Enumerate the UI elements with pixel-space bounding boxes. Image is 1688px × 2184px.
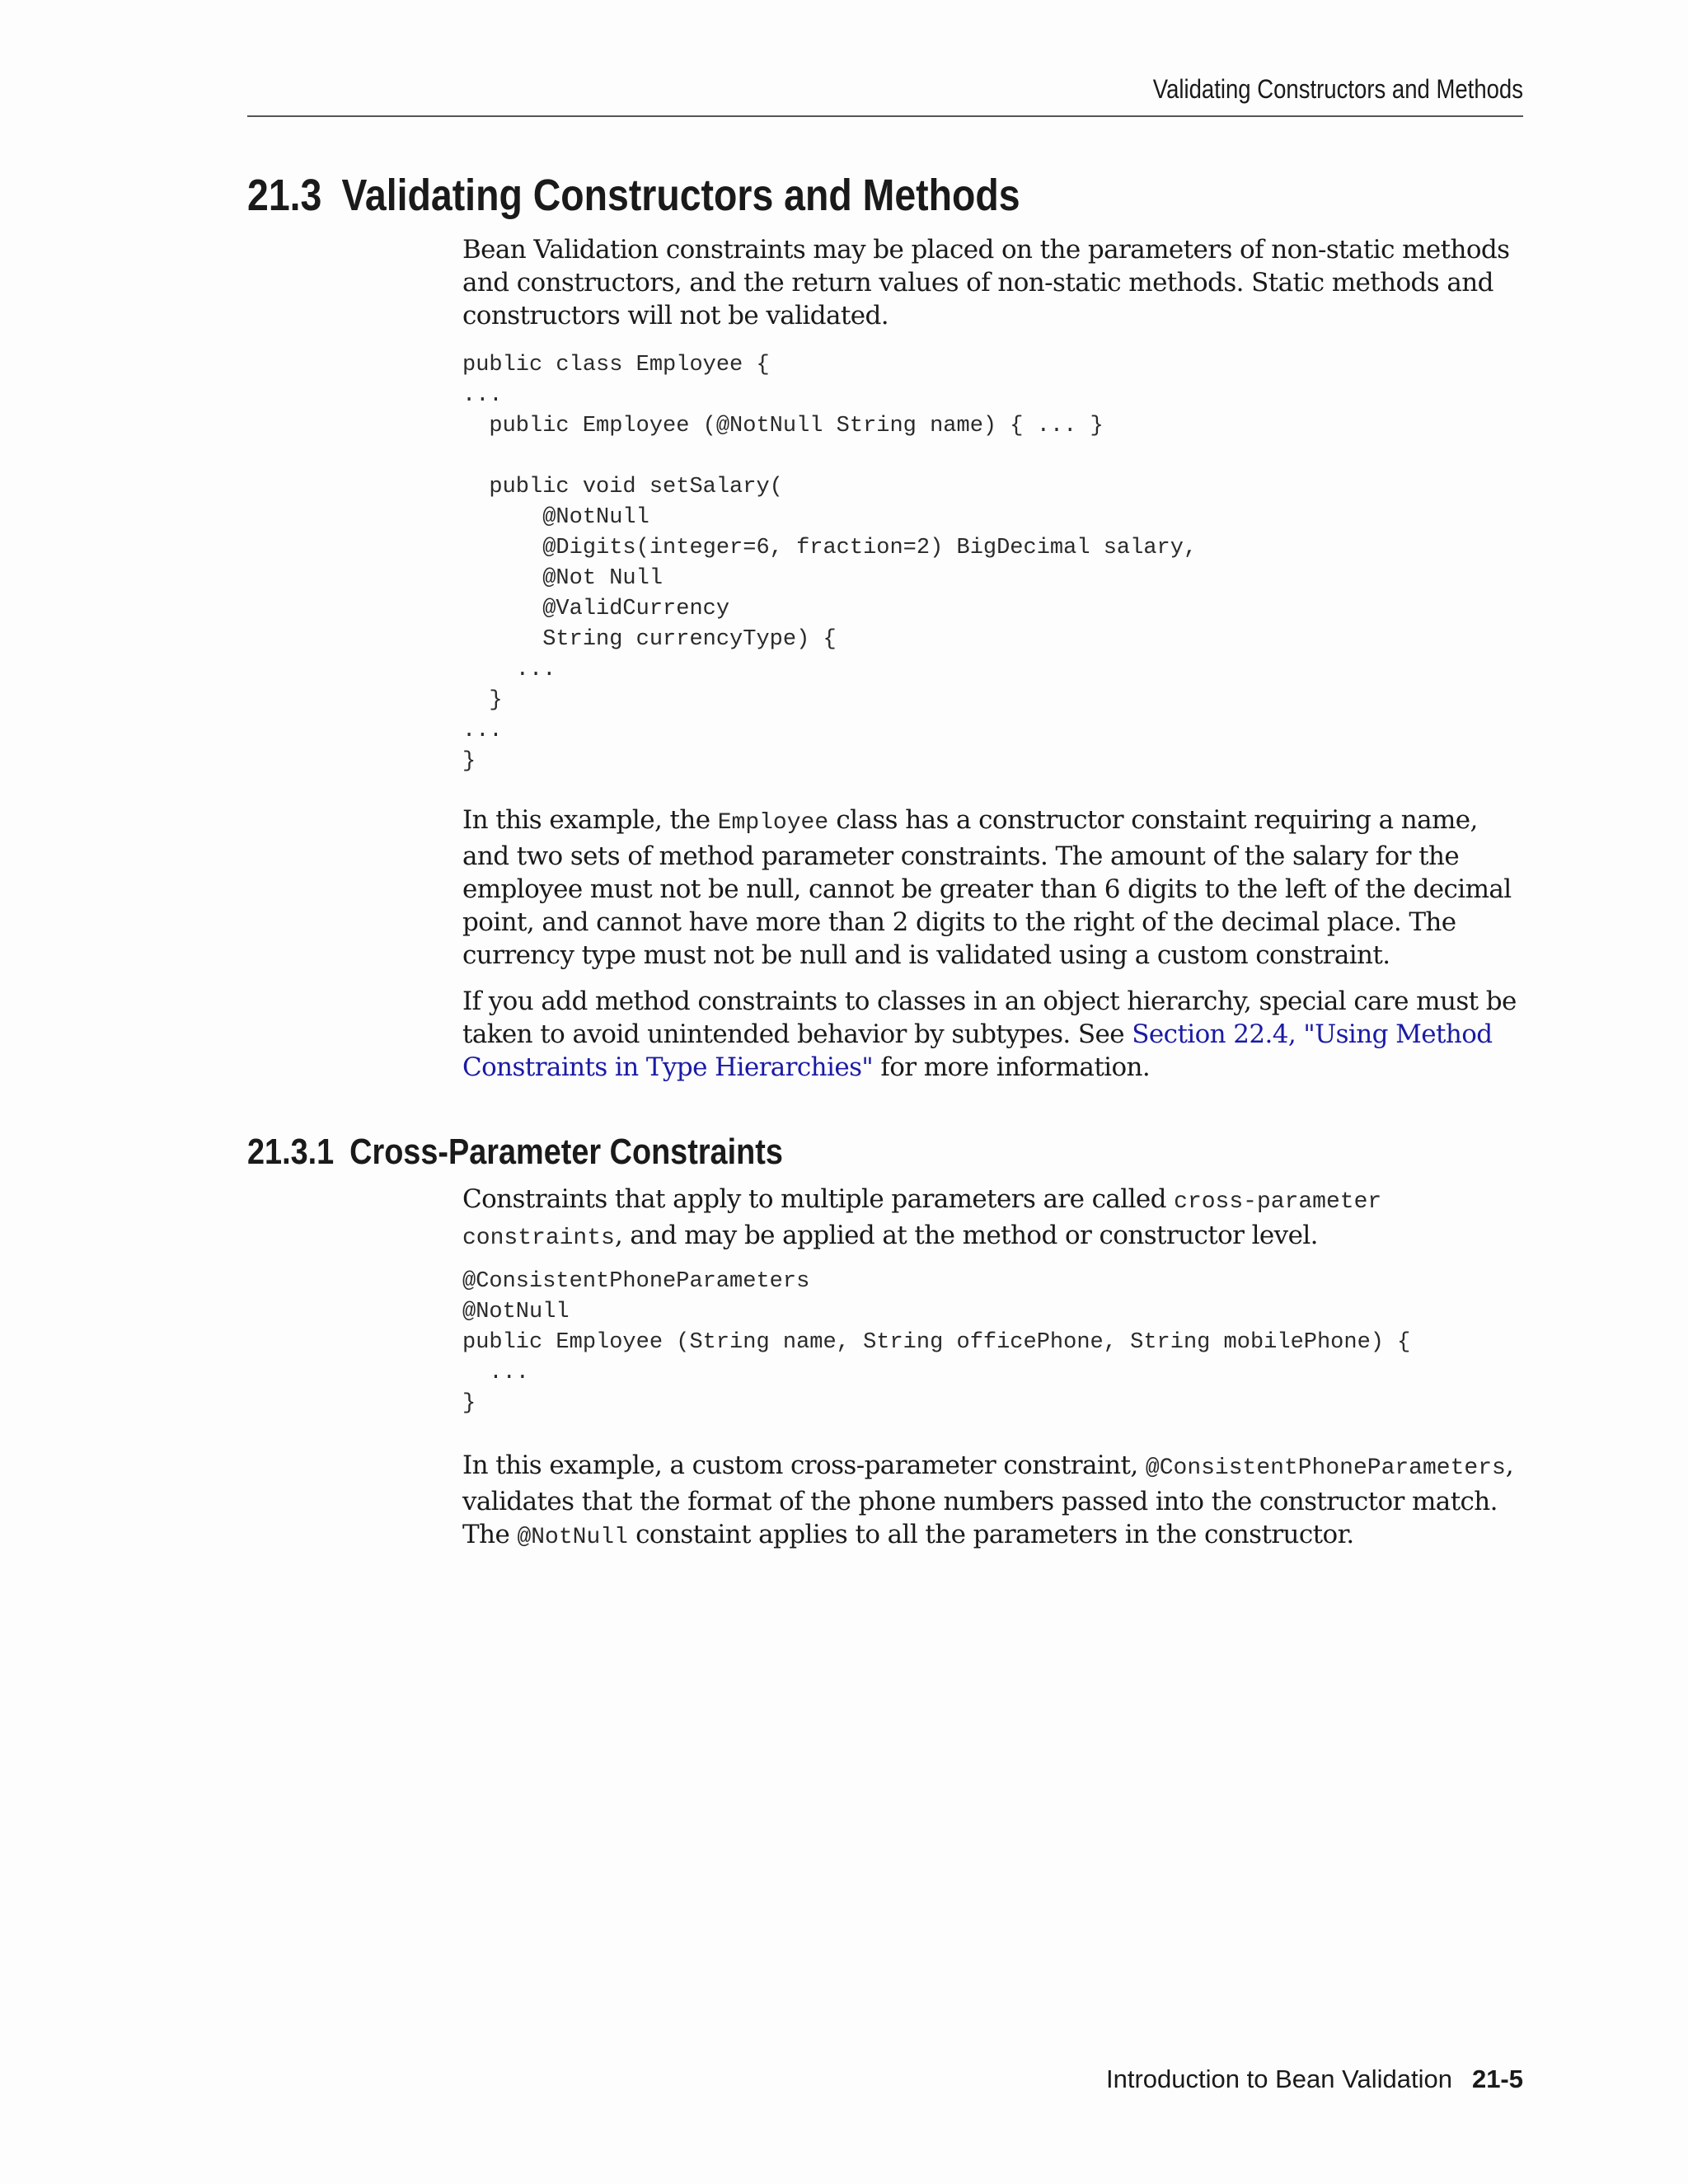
inline-code-notnull: @NotNull bbox=[517, 1525, 628, 1550]
section-22-4-link[interactable]: Section 22.4, "Using Method Constraints in Type Hierarchies" bbox=[462, 1019, 1493, 1082]
page-number: 21-5 bbox=[1471, 2064, 1523, 2093]
section-intro-paragraph: Bean Validation constraints may be placed on the parameters of non-static methods and constructors, and the return values of non-static methods. Static methods and constructors will not be validated. bbox=[462, 235, 1510, 330]
hierarchy-paragraph bbox=[462, 985, 1526, 1084]
footer-book-title: Introduction to Bean Validation bbox=[1106, 2064, 1452, 2093]
inline-code-employee: Employee bbox=[717, 810, 829, 836]
cross-parameter-explanation-paragraph bbox=[462, 1449, 1526, 1554]
hierarchy-text-end: for more information. bbox=[873, 1052, 1151, 1082]
employee-explanation-paragraph bbox=[462, 804, 1526, 972]
header-divider bbox=[247, 115, 1523, 117]
section-number: 21.3 bbox=[247, 171, 322, 220]
explanation-text-start: In this example, the bbox=[462, 805, 718, 835]
section-heading bbox=[247, 169, 1020, 222]
page-footer bbox=[247, 2064, 1523, 2094]
cross-parameter-intro-paragraph bbox=[462, 1183, 1526, 1255]
cp-explanation-text-start: In this example, a custom cross-parameter constraint, bbox=[462, 1451, 1146, 1480]
cp-explanation-text-middle: , validates that the format of the phone numbers passed into the constructor match. The bbox=[462, 1451, 1514, 1549]
inline-code-consistent-phone: @ConsistentPhoneParameters bbox=[1145, 1455, 1506, 1481]
section-title: Validating Constructors and Methods bbox=[341, 171, 1020, 220]
subsection-heading bbox=[247, 1129, 783, 1175]
explanation-text-end: class has a constructor constaint requiring a name, and two sets of method parameter constraints. The amount of the salary for the employee must not be null, cannot be greater than 6 digits to the left of the decimal point, and cannot have more than 2 digits to the right of the decimal place. The currency type must not be null and is validated using a custom constraint. bbox=[462, 805, 1512, 970]
hierarchy-text-start: If you add method constraints to classes in an object hierarchy, special care must be taken to avoid unintended behavior by subtypes. See bbox=[462, 987, 1517, 1049]
cross-parameter-code-example: @ConsistentPhoneParameters @NotNull public Employee (String name, String officePhone, String mobilePhone) { ... } bbox=[462, 1269, 1411, 1416]
running-header: Validating Constructors and Methods bbox=[1152, 74, 1523, 104]
cp-explanation-text-end: constaint applies to all the parameters in the constructor. bbox=[627, 1520, 1354, 1549]
subsection-number: 21.3.1 bbox=[247, 1132, 335, 1172]
cross-parameter-text-start: Constraints that apply to multiple parameters are called bbox=[462, 1184, 1175, 1214]
employee-code-example: public class Employee { ... public Employee (@NotNull String name) { ... } public void setSalary( @NotNull @Digits(integer=6, fraction=2) BigDecimal salary, @Not Null @ValidCurrency String currencyType) { ... } ... } bbox=[462, 353, 1198, 774]
subsection-title: Cross-Parameter Constraints bbox=[349, 1132, 783, 1172]
cross-parameter-text-end: , and may be applied at the method or constructor level. bbox=[614, 1221, 1318, 1250]
inline-code-cross-parameter: cross-parameter constraints bbox=[462, 1189, 1382, 1251]
